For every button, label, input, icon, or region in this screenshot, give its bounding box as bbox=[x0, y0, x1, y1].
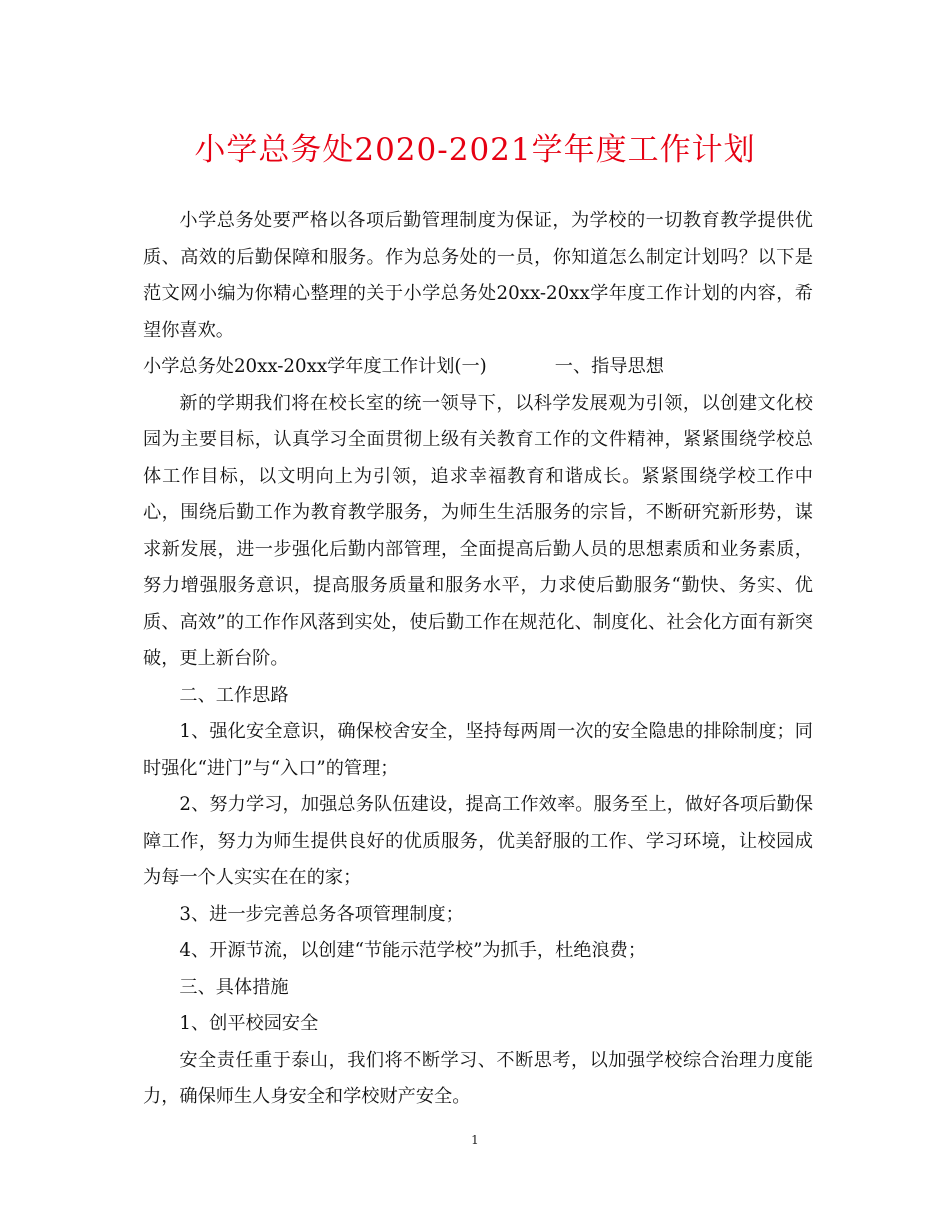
document-title: 小学总务处2020-2021学年度工作计划 bbox=[194, 132, 756, 168]
section2-item: 1、强化安全意识，确保校舍安全，坚持每两周一次的安全隐患的排除制度；同时强化“进门”与“入口”的管理； bbox=[143, 721, 813, 779]
intro-paragraph: 小学总务处要严格以各项后勤管理制度为保证，为学校的一切教育教学提供优质、高效的后勤保障和服务。作为总务处的一员，你知道怎么制定计划吗？以下是范文网小编为你精心整理的关于小学总务处20xx-20xx学年度工作计划的内容，希望你喜欢。 bbox=[143, 210, 813, 341]
section2-item: 4、开源节流，以创建“节能示范学校”为抓手，杜绝浪费； bbox=[179, 940, 647, 961]
section3-subheading: 1、创平校园安全 bbox=[179, 1013, 319, 1034]
section1-heading: 一、指导思想 bbox=[554, 356, 664, 377]
plan-title: 小学总务处20xx-20xx学年度工作计划(一) bbox=[143, 356, 487, 377]
section2-item: 2、努力学习，加强总务队伍建设，提高工作效率。服务至上，做好各项后勤保障工作，努力为师生提供良好的优质服务，优美舒服的工作、学习环境，让校园成为每一个人实实在在的家； bbox=[143, 794, 813, 888]
section2-heading: 二、工作思路 bbox=[179, 684, 289, 706]
page-number: 1 bbox=[471, 1133, 479, 1147]
document-body bbox=[143, 203, 813, 1116]
section3-paragraph: 安全责任重于泰山，我们将不断学习、不断思考，以加强学校综合治理力度能力，确保师生人身安全和学校财产安全。 bbox=[143, 1049, 813, 1107]
plan-title-line bbox=[143, 349, 813, 386]
section1-paragraph: 新的学期我们将在校长室的统一领导下，以科学发展观为引领，以创建文化校园为主要目标，认真学习全面贯彻上级有关教育工作的文件精神，紧紧围绕学校总体工作目标，以文明向上为引领，追求幸福教育和谐成长。紧紧围绕学校工作中心，围绕后勤工作为教育教学服务，为师生生活服务的宗旨，不断研究新形势，谋求新发展，进一步强化后勤内部管理，全面提高后勤人员的思想素质和业务素质，努力增强服务意识，提高服务质量和服务水平，力求使后勤服务“勤快、务实、优质、高效”的工作作风落到实处，使后勤工作在规范化、制度化、社会化方面有新突破，更上新台阶。 bbox=[143, 392, 813, 669]
section3-heading: 三、具体措施 bbox=[179, 976, 289, 998]
section2-item: 3、进一步完善总务各项管理制度； bbox=[179, 903, 464, 925]
